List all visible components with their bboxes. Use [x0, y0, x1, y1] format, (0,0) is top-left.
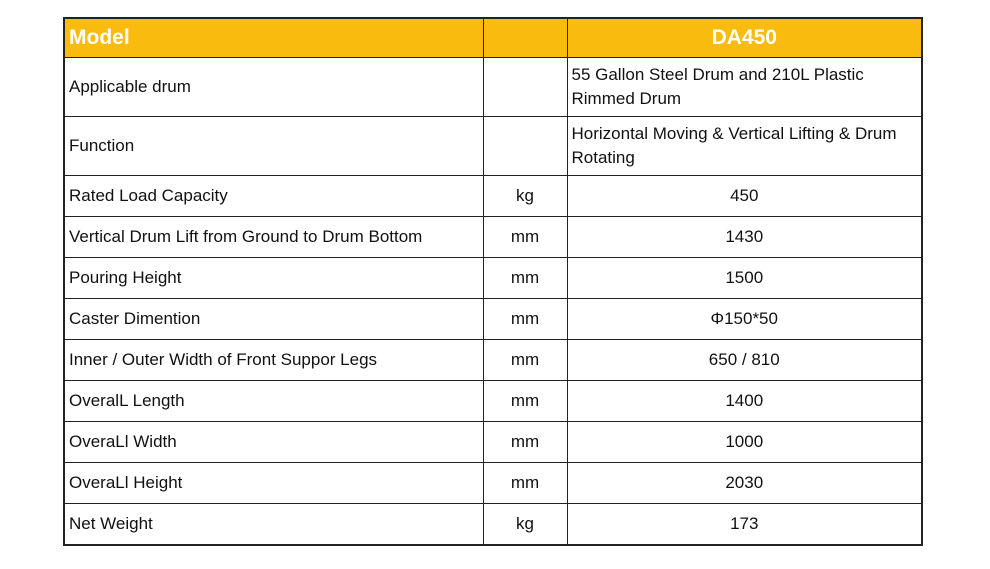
row-label: Pouring Height — [64, 258, 483, 299]
row-unit — [483, 117, 567, 176]
table-row — [64, 299, 922, 340]
row-value: Φ150*50 — [567, 299, 922, 340]
row-value: 173 — [567, 504, 922, 546]
table-row — [64, 381, 922, 422]
row-unit: mm — [483, 258, 567, 299]
row-value: 1500 — [567, 258, 922, 299]
row-unit: kg — [483, 176, 567, 217]
row-value: 1400 — [567, 381, 922, 422]
table-row — [64, 258, 922, 299]
row-label: OveraLl Height — [64, 463, 483, 504]
spec-table — [63, 17, 923, 546]
row-label: Function — [64, 117, 483, 176]
table-row — [64, 58, 922, 117]
row-label: Inner / Outer Width of Front Suppor Legs — [64, 340, 483, 381]
row-unit: kg — [483, 504, 567, 546]
table-header-row — [64, 18, 922, 58]
row-unit: mm — [483, 340, 567, 381]
row-unit: mm — [483, 217, 567, 258]
row-value: 450 — [567, 176, 922, 217]
row-value: 1000 — [567, 422, 922, 463]
row-value: 55 Gallon Steel Drum and 210L Plastic Rimmed Drum — [567, 58, 922, 117]
table-row — [64, 117, 922, 176]
row-value: Horizontal Moving & Vertical Lifting & Drum Rotating — [567, 117, 922, 176]
row-unit: mm — [483, 463, 567, 504]
row-label: OveraLl Width — [64, 422, 483, 463]
row-label: Vertical Drum Lift from Ground to Drum Bottom — [64, 217, 483, 258]
row-label: Rated Load Capacity — [64, 176, 483, 217]
row-value: 1430 — [567, 217, 922, 258]
row-unit: mm — [483, 299, 567, 340]
row-label: Caster Dimention — [64, 299, 483, 340]
header-model-label: Model — [64, 18, 483, 58]
row-label: Applicable drum — [64, 58, 483, 117]
row-label: Net Weight — [64, 504, 483, 546]
row-label: OveralL Length — [64, 381, 483, 422]
header-model-name: DA450 — [567, 18, 922, 58]
table-row — [64, 422, 922, 463]
row-value: 2030 — [567, 463, 922, 504]
row-unit: mm — [483, 381, 567, 422]
table-row — [64, 504, 922, 546]
table-row — [64, 340, 922, 381]
table-row — [64, 176, 922, 217]
header-unit-label — [483, 18, 567, 58]
row-value: 650 / 810 — [567, 340, 922, 381]
table-row — [64, 463, 922, 504]
row-unit: mm — [483, 422, 567, 463]
row-unit — [483, 58, 567, 117]
table-row — [64, 217, 922, 258]
